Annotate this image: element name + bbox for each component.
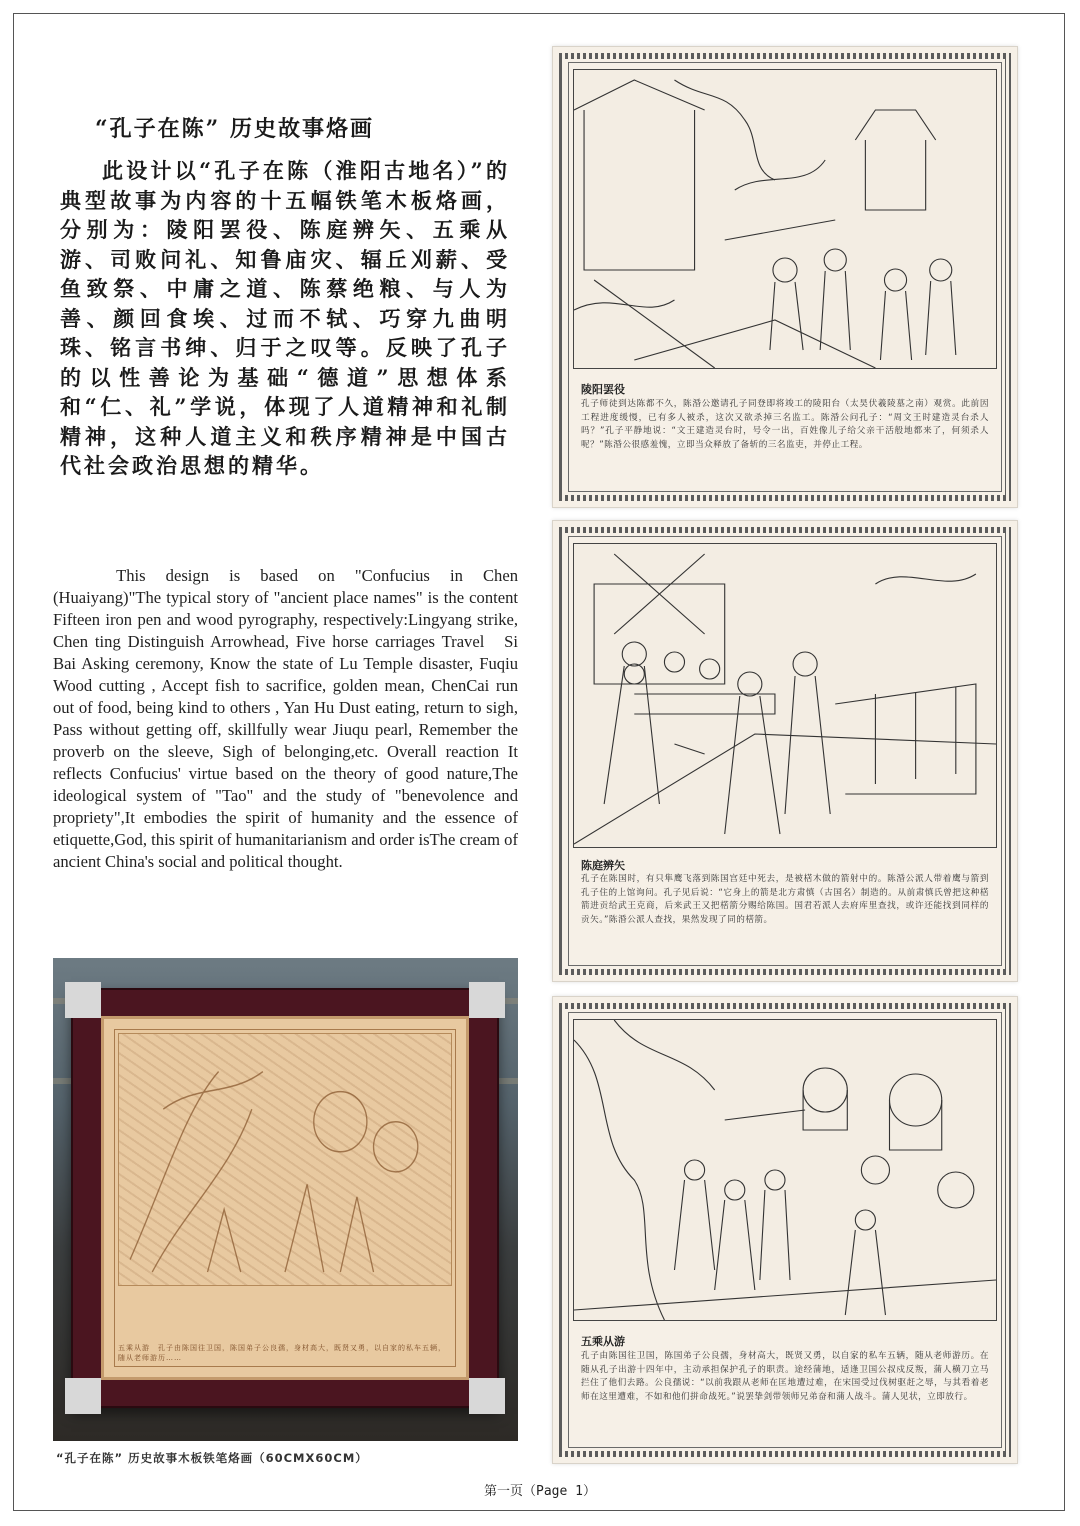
illustration-panel-1 xyxy=(552,46,1018,508)
framed-artwork-photo xyxy=(53,958,518,1441)
panel-subtitle: 五乘从游 xyxy=(581,1335,625,1348)
page-title: “孔子在陈” 历史故事烙画 xyxy=(95,116,374,142)
panel-subtitle: 陈庭辨矢 xyxy=(581,859,625,872)
frame-corner-protector xyxy=(65,982,101,1018)
english-description: This design is based on "Confucius in Chen (Huaiyang)"The typical story of "ancient place names" is the content Fifteen iron pen and wood pyrography, respectively:Lingyang strike, Chen ting Distinguish Arrowhead, Five horse carriages Travel  Si Bai Asking ceremony, Know the state of Lu Temple disaster, Fuqiu Wood cutting , Accept fish to sacrifice, golden mean, ChenCai run out of food, being kind to others , Yan Hu Dust eating, return to sigh, Pass without getting off, skillfully wear Jiuqu pearl, Remember the proverb on the sleeve, Sigh of belonging,etc. Overall reaction It reflects Confucius' virtue based on the theory of good nature,The ideological system of "Tao" and the study of "benevolence and propriety",It embodies the spirit of humanity and the essence of etiquette,God, this spirit of humanitarianism and order isThe cream of ancient China's social and political thought. xyxy=(53,566,518,871)
panel-illustration xyxy=(573,543,997,848)
board-inscription: 五乘从游 孔子由陈国往卫国，陈国弟子公良孺，身材高大，既贤又勇，以自家的私车五辆，随从老师游历…… xyxy=(118,1344,446,1362)
page-number: 第一页（Page 1） xyxy=(484,1484,596,1499)
panel-story-text: 孔子师徒到达陈都不久，陈涽公邀请孔子同登即将竣工的陵阳台（太昊伏羲陵墓之南）观赏。此前因工程进度缓慢，已有多人被杀，这次又欲杀掉三名监工。陈涽公问孔子：“周文王时建造灵台杀人吗？”孔子平静地说：“文王建造灵台时，号令一出，百姓像儿子给父亲干活般地都来了，何须杀人呢？”陈涽公很感羞愧，立即当众释放了备斩的三名监吏，并停止工程。 xyxy=(581,399,989,450)
panel-illustration xyxy=(573,69,997,369)
wooden-frame xyxy=(71,988,499,1408)
panel-story-text: 孔子由陈国往卫国，陈国弟子公良孺，身材高大，既贤又勇，以自家的私车五辆，随从老师游历。在随从孔子出游十四年中，主动承担保护孔子的职责。途经蒲地，适逢卫国公叔戍反叛，蒲人横刀立马拦住了他们去路。公良孺说：“以前我跟从老师在匡地遭过难，在宋国受过伐树驱赶之辱，与其看着老师在这里遭难，不如和他们拼命战死。”说罢挚剑带领师兄弟奋和蒲人战斗。蒲人见状，立即放行。 xyxy=(581,1351,989,1402)
frame-corner-protector xyxy=(65,1378,101,1414)
frame-corner-protector xyxy=(469,982,505,1018)
photo-caption: “孔子在陈” 历史故事木板铁笔烙画（60CMX60CM） xyxy=(56,1451,368,1465)
illustration-panel-3 xyxy=(552,996,1018,1464)
illustration-panel-2 xyxy=(552,520,1018,982)
board-burned-illustration xyxy=(118,1033,452,1286)
chinese-description: 此设计以“孔子在陈（淮阳古地名）”的典型故事为内容的十五幅铁笔木板烙画，分别为：陵阳罢役、陈庭辨矢、五乘从游、司败问礼、知鲁庙灾、辐丘刈薪、受鱼致祭、中庸之道、陈蔡绝粮、与人为善、颜回食埃、过而不轼、巧穿九曲明珠、铭言书绅、归于之叹等。反映了孔子的以性善论为基础“德道”思想体系和“仁、礼”学说，体现了人道精神和礼制精神，这种人道主义和秩序精神是中国古代社会政治思想的精华。 xyxy=(60,158,510,478)
panel-illustration xyxy=(573,1019,997,1321)
panel-subtitle: 陵阳罢役 xyxy=(581,383,625,396)
frame-corner-protector xyxy=(469,1378,505,1414)
pyrography-board xyxy=(101,1016,469,1380)
panel-story-text: 孔子在陈国时，有只隼鹰飞落到陈国宫廷中死去，是被楛木做的箭射中的。陈涽公派人带着鹰与箭到孔子住的上馆询问。孔子见后说：“它身上的箭是北方肃慎（古国名）制造的。从前肃慎氏曾把这种楛箭进贡给武王克商，后来武王又把楛箭分赐给陈国。国君若派人去府库里查找，或许还能找到同样的贡矢。”陈涽公派人查找，果然发现了同的楛箭。 xyxy=(581,874,989,925)
